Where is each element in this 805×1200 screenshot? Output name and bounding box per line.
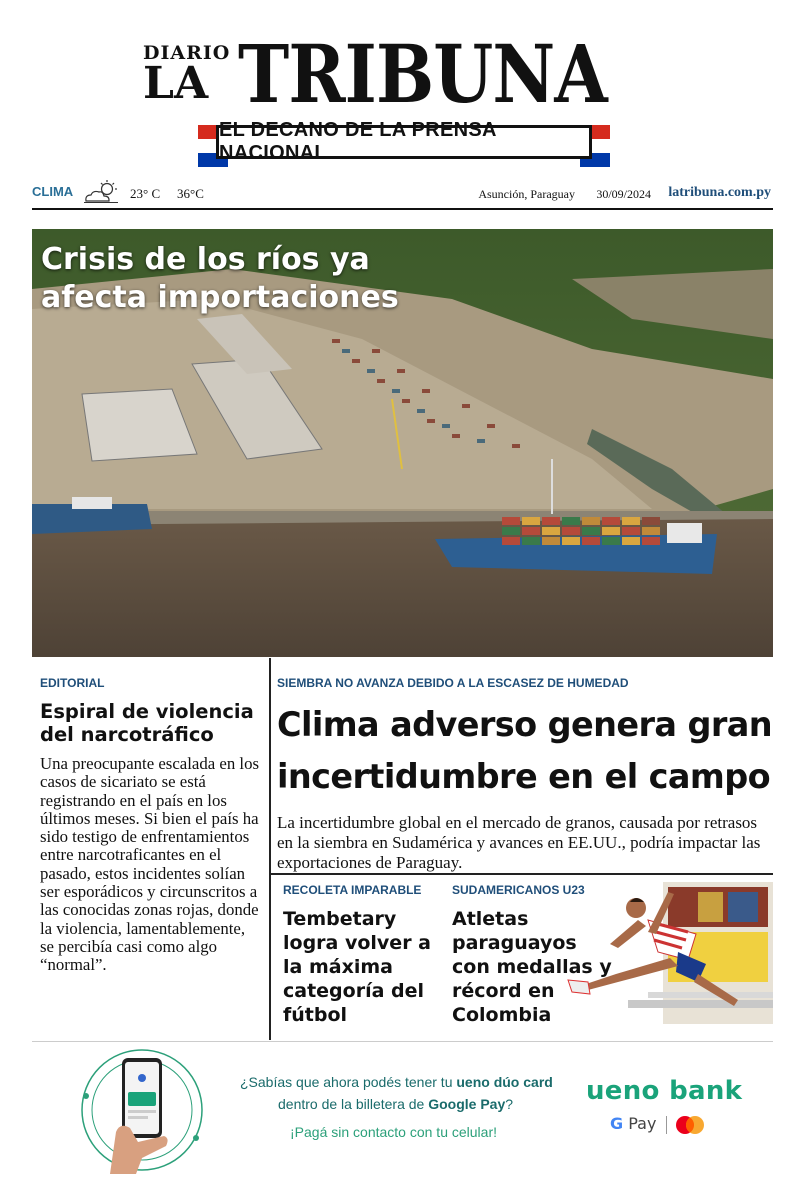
temp-min: 23° C (130, 186, 161, 201)
sub-story-kicker: SUDAMERICANOS U23 (452, 883, 585, 897)
sub-story-kicker: RECOLETA IMPARABLE (283, 883, 422, 897)
main-story (277, 676, 773, 873)
partly-cloudy-icon (82, 179, 120, 205)
sub-story-title[interactable]: Atletas paraguayos con medallas y récord en Colombia (452, 908, 612, 1026)
advertisement[interactable] (32, 1042, 773, 1200)
slogan-banner (198, 119, 610, 167)
hero-headline-line2: afecta importaciones (41, 280, 399, 315)
main-headline-line2: incertidumbre en el campo (277, 757, 771, 796)
info-bar (32, 180, 773, 210)
google-pay-logo: G Pay (610, 1114, 657, 1133)
hero-headline[interactable] (41, 241, 399, 317)
editorial-column (40, 676, 262, 975)
main-story-body: La incertidumbre global en el mercado de granos, causada por retrasos en la siembra en Sudamérica y avances en EE.UU., podría impactar las exportaciones de Paraguay. (277, 813, 761, 872)
date-text: 30/09/2024 (596, 187, 651, 201)
masthead-tribuna: TRIBUNA (238, 27, 607, 121)
clima-label: CLIMA (32, 184, 74, 199)
editorial-body: Una preocupante escalada en los casos de sicariato se está registrando en el país en los últimos meses. Si bien el país ha sido testigo de enfrentamientos entre narcotraficantes en el pasado, estos incidentes solían ser esporádicos y circunscritos a las conocidas zonas rojas, donde la violencia, lamentablemente, se percibía casi como algo “normal”. (40, 754, 259, 975)
sub-story-title[interactable]: Tembetary logra volver a la máxima categoría del fútbol (283, 908, 432, 1026)
phone-in-hand-icon (72, 1046, 222, 1174)
slogan-text: EL DECANO DE LA PRENSA NACIONAL (216, 125, 592, 159)
editorial-kicker: EDITORIAL (40, 676, 105, 690)
section-divider (270, 873, 773, 875)
sub-story-atletas (452, 883, 612, 1027)
ueno-bank-logo: ueno bank (586, 1076, 743, 1106)
sub-story-recoleta (283, 883, 443, 1027)
hero-headline-line1: Crisis de los ríos ya (41, 242, 370, 277)
logo-divider (666, 1116, 667, 1134)
site-link[interactable]: latribuna.com.py (668, 185, 771, 200)
masthead-diario: DIARIO (143, 42, 231, 64)
ad-text-line1: ¿Sabías que ahora podés tener tu ueno dúo card (240, 1074, 553, 1090)
main-story-headline[interactable] (277, 699, 773, 803)
masthead-la: LA (143, 58, 209, 109)
column-divider (269, 658, 271, 1040)
main-story-kicker: SIEMBRA NO AVANZA DEBIDO A LA ESCASEZ DE HUMEDAD (277, 676, 629, 690)
editorial-title[interactable]: Espiral de violencia del narcotráfico (40, 700, 254, 746)
masthead (0, 0, 805, 175)
ad-text-line3: ¡Pagá sin contacto con tu celular! (290, 1124, 498, 1140)
hero-photo[interactable] (32, 229, 773, 657)
main-headline-line1: Clima adverso genera gran (277, 705, 773, 744)
mastercard-icon (674, 1115, 706, 1135)
location-text: Asunción, Paraguay (478, 187, 575, 201)
ad-text-line2: dentro de la billetera de Google Pay? (278, 1096, 514, 1112)
temp-max: 36°C (177, 186, 204, 201)
